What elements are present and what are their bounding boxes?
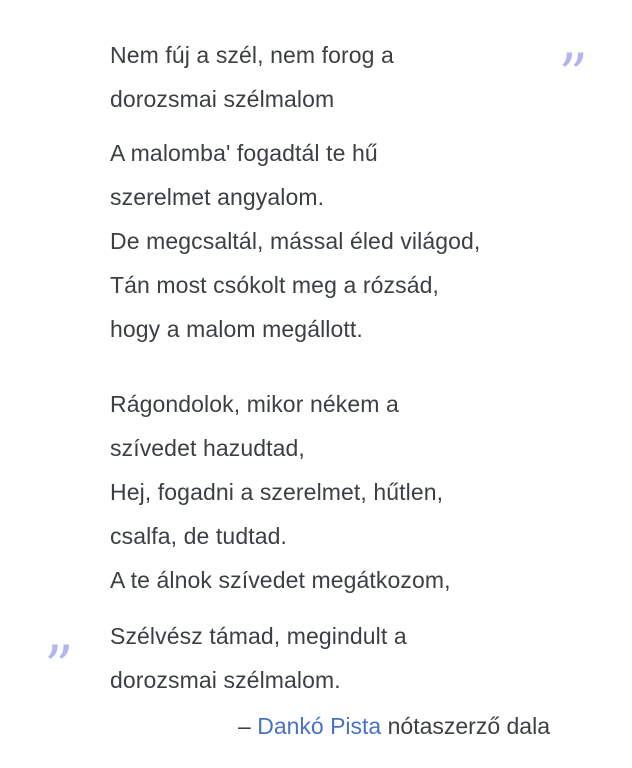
quote-line: szívedet hazudtad, [110, 435, 305, 461]
quote-line: Tán most csókolt meg a rózsád, [110, 272, 439, 298]
quote-line: Nem fúj a szél, nem forog a [110, 42, 394, 68]
quote-line: szerelmet angyalom. [110, 184, 325, 210]
quote-line: De megcsaltál, mással éled világod, [110, 228, 481, 254]
quote-line: Hej, fogadni a szerelmet, hűtlen, [110, 479, 444, 505]
quote-mark-bottom-icon: ” [44, 633, 74, 701]
quote-line: Rágondolok, mikor nékem a [110, 391, 399, 417]
quote-mark-top-icon: ” [558, 41, 588, 109]
quote-line: Szélvész támad, megindult a [110, 623, 407, 649]
author-link[interactable]: Dankó Pista [257, 713, 382, 739]
quote-line: A malomba' fogadtál te hű [110, 140, 378, 166]
stanza-2 [110, 131, 550, 351]
attribution-dash: – [238, 713, 251, 739]
stanza-4 [110, 614, 550, 702]
quote-line: dorozsmai szélmalom [110, 86, 335, 112]
stanza-3 [110, 382, 550, 602]
attribution-line [110, 704, 550, 748]
quote-line: dorozsmai szélmalom. [110, 667, 341, 693]
quote-line: hogy a malom megállott. [110, 316, 363, 342]
poem-text [110, 33, 550, 748]
quote-line: csalfa, de tudtad. [110, 523, 287, 549]
quote-line: A te álnok szívedet megátkozom, [110, 567, 451, 593]
attribution-suffix: nótaszerző dala [387, 713, 550, 739]
stanza-1 [110, 33, 550, 121]
